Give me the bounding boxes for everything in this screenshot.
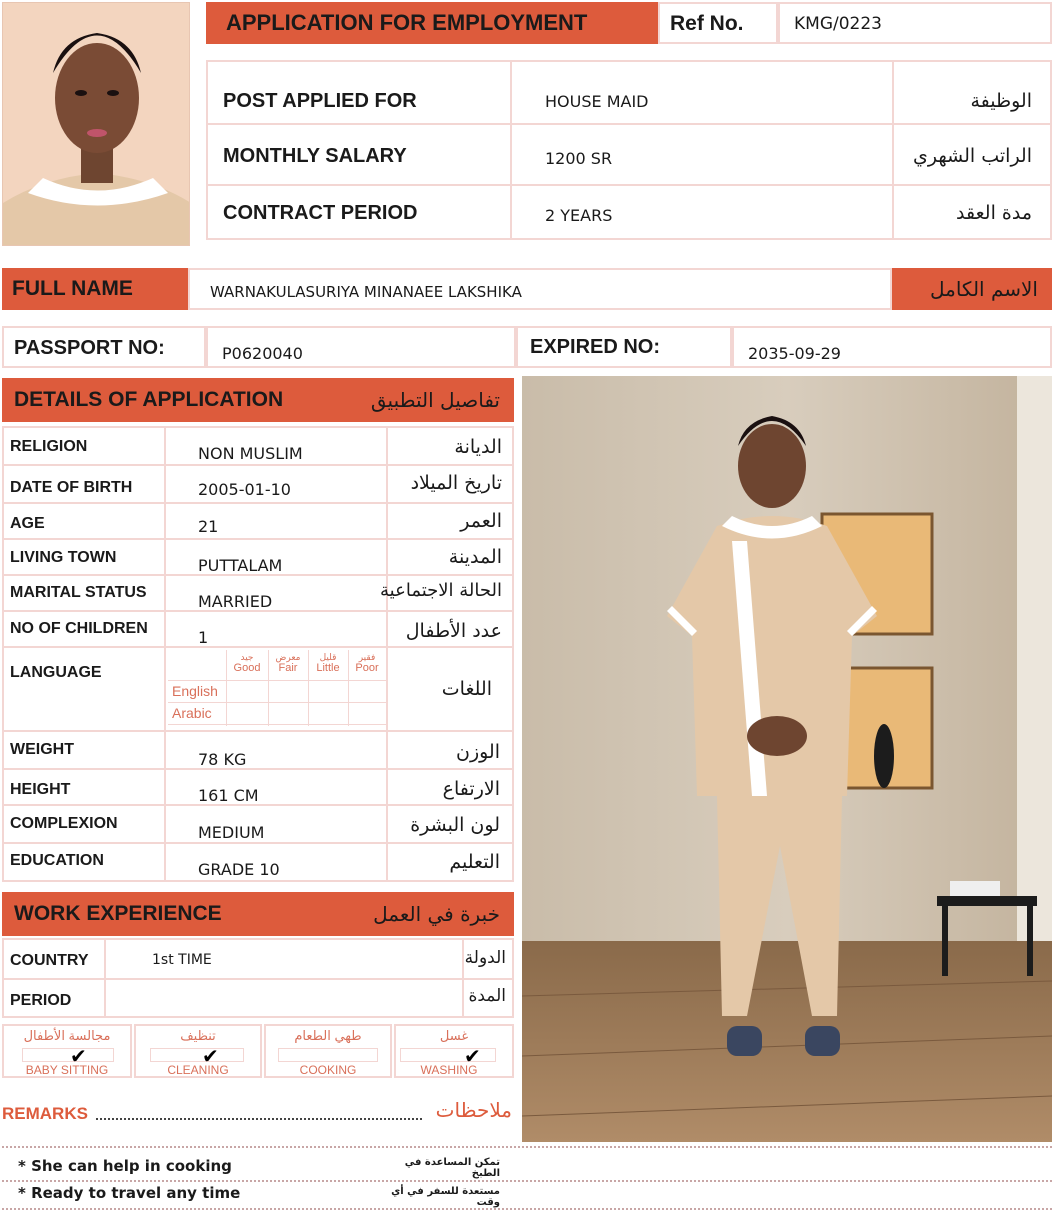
details-title: DETAILS OF APPLICATION (14, 388, 284, 411)
full-name-ar-box (892, 268, 1052, 310)
full-body-photo (522, 376, 1052, 1142)
religion-label-ar: الديانة (454, 436, 502, 458)
age-label: AGE (10, 515, 45, 532)
age-label-ar: العمر (460, 510, 502, 532)
country-label-ar: الدولة (464, 948, 506, 968)
education-label: EDUCATION (10, 852, 104, 869)
complexion-label: COMPLEXION (10, 815, 118, 832)
weight-label-ar: الوزن (455, 741, 500, 763)
skill-baby-sitting (2, 1024, 132, 1078)
post-label-ar: الوظيفة (970, 90, 1032, 112)
skill-cleaning (134, 1024, 262, 1078)
salary-label: MONTHLY SALARY (223, 145, 407, 167)
ref-label-cell (658, 2, 778, 44)
language-grid (168, 650, 386, 726)
dob-value: 2005-01-10 (198, 480, 291, 499)
skill-baby-sitting-check: ✔ (70, 1046, 87, 1068)
town-value: PUTTALAM (198, 556, 283, 575)
period-label-ar: المدة (468, 986, 506, 1006)
remark-line-2-ar: مستعدة للسفر في أي وقت (391, 1186, 500, 1208)
education-label-ar: التعليم (449, 851, 500, 873)
complexion-value: MEDIUM (198, 823, 265, 842)
country-value: 1st TIME (152, 952, 212, 968)
skill-washing-label: WASHING (420, 1063, 478, 1077)
work-title-ar: خبرة في العمل (373, 902, 500, 926)
dob-label: DATE OF BIRTH (10, 479, 133, 496)
height-label: HEIGHT (10, 781, 71, 798)
language-arabic: Arabic (172, 705, 212, 721)
remarks-header (2, 1098, 514, 1128)
contract-label-ar: مدة العقد (956, 202, 1032, 224)
contract-value: 2 YEARS (545, 206, 613, 225)
details-title-bar (2, 378, 514, 422)
passport-value-box (206, 326, 516, 368)
full-name-label-box (2, 268, 188, 310)
skill-washing (394, 1024, 514, 1078)
ref-label: Ref No. (670, 12, 744, 35)
salary-value: 1200 SR (545, 149, 613, 168)
ref-value: KMG/0223 (794, 14, 882, 34)
salary-label-ar: الراتب الشهري (913, 145, 1032, 167)
work-table (2, 938, 514, 1018)
age-value: 21 (198, 517, 219, 536)
skill-cleaning-label: CLEANING (167, 1063, 229, 1077)
language-label: LANGUAGE (10, 664, 102, 681)
post-label: POST APPLIED FOR (223, 90, 417, 112)
remarks-label-ar: ملاحظات (435, 1098, 512, 1122)
skill-baby-sitting-ar: مجالسة الأطفال (23, 1028, 111, 1043)
height-label-ar: الارتفاع (442, 778, 500, 800)
marital-label: MARITAL STATUS (10, 584, 147, 601)
level-poor: Poor (355, 662, 379, 674)
details-title-ar: تفاصيل التطبيق (370, 388, 500, 412)
skill-cooking-label: COOKING (299, 1063, 357, 1077)
period-label: PERIOD (10, 992, 72, 1009)
passport-label-box (2, 326, 206, 368)
children-value: 1 (198, 628, 209, 647)
post-value: HOUSE MAID (545, 92, 649, 111)
work-title: WORK EXPERIENCE (14, 902, 222, 925)
passport-label: PASSPORT NO: (14, 337, 165, 359)
level-good: Good (233, 662, 261, 674)
weight-label: WEIGHT (10, 741, 74, 758)
job-row-contract (208, 186, 1050, 238)
height-value: 161 CM (198, 786, 259, 805)
level-little: Little (316, 662, 340, 674)
remark-line-1: * She can help in cooking (18, 1157, 232, 1175)
town-label-ar: المدينة (448, 546, 502, 568)
skill-cleaning-check: ✔ (202, 1046, 219, 1068)
details-table (2, 426, 514, 882)
level-fair: Fair (278, 662, 298, 674)
marital-label-ar: الحالة الاجتماعية (380, 580, 502, 601)
work-title-bar (2, 892, 514, 936)
weight-value: 78 KG (198, 750, 247, 769)
complexion-label-ar: لون البشرة (410, 814, 500, 836)
application-title: APPLICATION FOR EMPLOYMENT (226, 10, 588, 35)
language-english: English (172, 683, 218, 699)
children-label-ar: عدد الأطفال (405, 620, 502, 642)
children-label: NO OF CHILDREN (10, 620, 148, 637)
passport-value: P0620040 (222, 344, 303, 363)
education-value: GRADE 10 (198, 860, 280, 879)
full-name-label: FULL NAME (12, 277, 133, 300)
expiry-value-box (732, 326, 1052, 368)
contract-label: CONTRACT PERIOD (223, 202, 418, 224)
level-little-ar: قليل (319, 652, 337, 662)
skill-baby-sitting-label: BABY SITTING (25, 1063, 109, 1077)
remark-line-2: * Ready to travel any time (18, 1184, 241, 1202)
skill-cooking-ar: طهي الطعام (294, 1028, 362, 1043)
job-row-post (208, 62, 1050, 123)
expiry-label-box (516, 326, 732, 368)
remarks-label: REMARKS (2, 1104, 88, 1123)
level-good-ar: جيد (240, 652, 254, 662)
religion-value: NON MUSLIM (198, 444, 303, 463)
religion-label: RELIGION (10, 438, 88, 455)
level-fair-ar: معرض (275, 652, 301, 662)
job-table (206, 60, 1052, 240)
skill-washing-check: ✔ (464, 1046, 481, 1068)
skill-cleaning-ar: تنظيف (180, 1028, 216, 1043)
town-label: LIVING TOWN (10, 549, 117, 566)
dob-label-ar: تاريخ الميلاد (410, 472, 502, 494)
ref-value-cell (778, 2, 1052, 44)
marital-value: MARRIED (198, 592, 273, 611)
expiry-value: 2035-09-29 (748, 344, 841, 363)
application-title-bar (206, 2, 658, 44)
level-poor-ar: فقير (358, 652, 376, 662)
remark-line-1-ar: تمكن المساعدة في الطبخ (404, 1157, 500, 1179)
expiry-label: EXPIRED NO: (530, 336, 661, 358)
country-label: COUNTRY (10, 952, 89, 969)
skill-washing-ar: غسل (439, 1028, 469, 1043)
full-name-value-box (188, 268, 892, 310)
language-label-ar: اللغات (441, 678, 492, 700)
full-name-value: WARNAKULASURIYA MINANAEE LAKSHIKA (210, 283, 522, 301)
job-row-salary (208, 125, 1050, 184)
portrait-photo (2, 2, 190, 246)
skill-cooking (264, 1024, 392, 1078)
full-name-label-ar: الاسم الكامل (929, 277, 1038, 301)
